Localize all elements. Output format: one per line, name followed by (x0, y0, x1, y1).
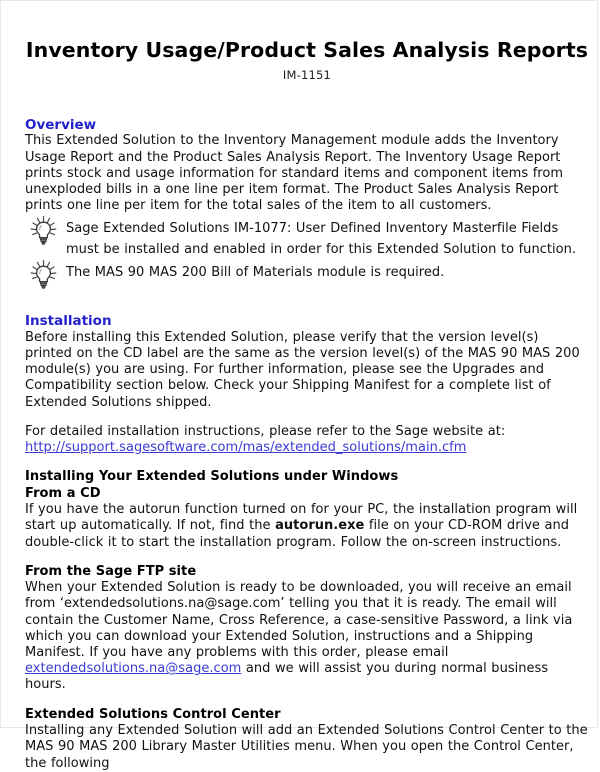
installation-paragraph: Before installing this Extended Solution, please verify that the version level(s) printed on the CD label are the same as the version level(s) of the MAS 90 MAS 200 module(s) you are using. For further information, please see the Upgrades and Compatibility section below. Check your Shipping Manifest for a complete list of Extended Solutions shipped. (25, 329, 580, 410)
page-content-area (1, 1, 599, 771)
subheading-from-sage-ftp-site: From the Sage FTP site (25, 563, 197, 579)
section-heading-installation: Installation (25, 312, 112, 329)
ftp-site-paragraph (25, 580, 589, 693)
from-a-cd-paragraph (25, 502, 589, 551)
spacer (25, 551, 589, 564)
cd-text-part2: file on your CD-ROM drive and double-click it to start the installation program. Follow the on-screen instructions. (25, 518, 569, 550)
spacer (25, 456, 589, 469)
subheading-installing-under-windows: Installing Your Extended Solutions under Windows (25, 469, 399, 485)
autorun-exe-term: autorun.exe (275, 518, 365, 534)
website-intro-text: For detailed installation instructions, please refer to the Sage website at: (25, 423, 506, 439)
note-item (25, 261, 589, 291)
spacer (25, 411, 589, 424)
lightbulb-icon (27, 215, 61, 247)
spacer (25, 82, 589, 104)
document-id-subtitle: IM-1151 (282, 67, 332, 82)
note-item (25, 217, 589, 257)
sage-website-link[interactable]: http://support.sagesoftware.com/mas/extended_solutions/main.cfm (25, 439, 467, 455)
note-text: Sage Extended Solutions IM-1077: User Defined Inventory Masterfile Fields must be installed and enabled in order for this Extended Solution to function. (66, 221, 577, 257)
overview-paragraph: This Extended Solution to the Inventory Management module adds the Inventory Usage Report and the Product Sales Analysis Report. The Inventory Usage Report prints stock and usage information for standard items and component items from unexploded bills in a one line per item format. The Product Sales Analysis Report prints one line per item for the total sales of the item to all customers. (25, 133, 564, 214)
document-body (25, 1, 589, 772)
note-text: The MAS 90 MAS 200 Bill of Materials module is required. (66, 264, 445, 280)
section-heading-overview: Overview (25, 116, 97, 133)
spacer (25, 694, 589, 707)
control-center-paragraph: Installing any Extended Solution will add an Extended Solutions Control Center to the MAS 90 MAS 200 Library Master Utilities menu. When you open the Control Center, the following (25, 723, 588, 771)
ftp-text-part1: When your Extended Solution is ready to be downloaded, you will receive an email from ‘extendedsolutions.na@sage.com’ telling you that it is ready. The email will contain the Customer Name, Cross Reference, a case-sensitive Password, a link via which you can download your Extended Solution, instructions and a Shipping Manifest. If you have any problems with this order, please email (25, 580, 573, 661)
sage-website-link-row (25, 440, 589, 456)
ftp-text-part2: and we will assist you during normal business hours. (25, 661, 549, 693)
cd-text-part1: If you have the autorun function turned on for your PC, the installation program will start up automatically. If not, find the (25, 502, 578, 534)
spacer (25, 291, 589, 313)
subheading-from-a-cd: From a CD (25, 485, 101, 501)
support-email-link[interactable]: extendedsolutions.na@sage.com (25, 661, 242, 677)
page-title: Inventory Usage/Product Sales Analysis Reports (25, 38, 589, 62)
lightbulb-icon (27, 259, 61, 291)
subheading-extended-solutions-control-center: Extended Solutions Control Center (25, 706, 281, 722)
spacer (25, 104, 589, 117)
